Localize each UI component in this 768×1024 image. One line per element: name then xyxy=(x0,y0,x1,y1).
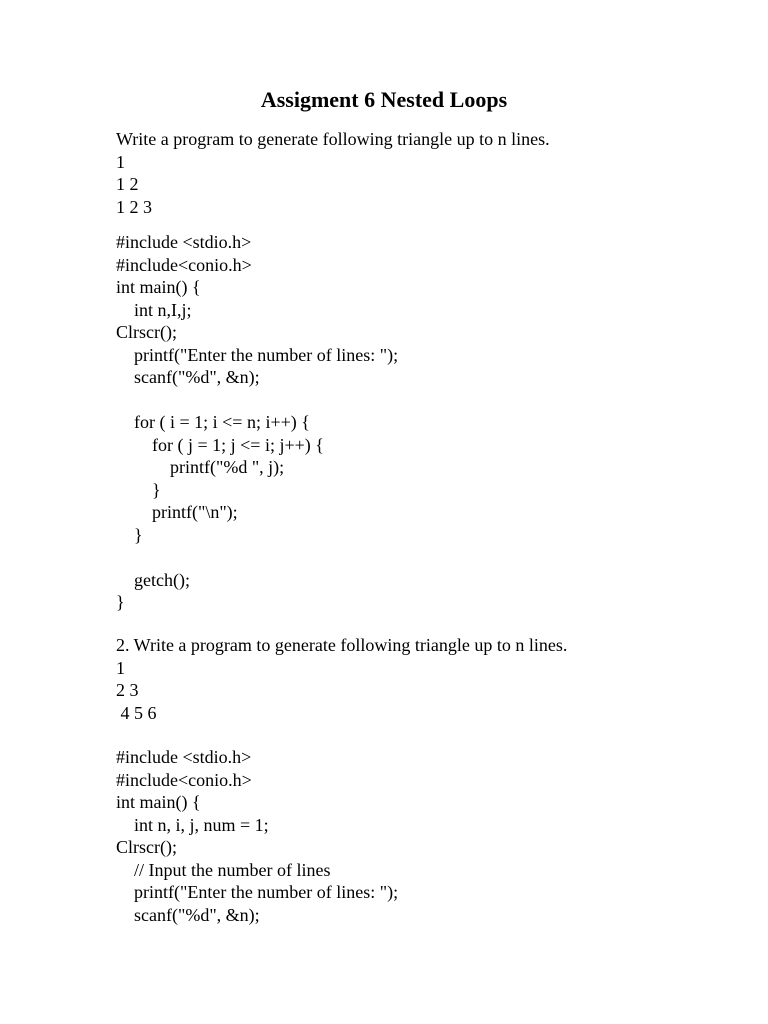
code-line: } xyxy=(116,592,125,612)
code-line xyxy=(116,389,398,412)
question-2-prompt: 2. Write a program to generate following triangle up to n lines. xyxy=(116,635,568,655)
code-line: int main() { xyxy=(116,792,201,812)
code-line: #include<conio.h> xyxy=(116,254,252,275)
question-2-prompt-block xyxy=(116,634,567,724)
code-line: int n, i, j, num = 1; xyxy=(116,814,269,835)
code-line: printf("Enter the number of lines: "); xyxy=(116,344,399,365)
pattern-line: 1 2 3 xyxy=(116,196,152,217)
pattern-line: 1 2 xyxy=(116,174,139,194)
code-line: for ( j = 1; j <= i; j++) { xyxy=(116,434,324,455)
code-line: } xyxy=(116,479,161,500)
code-line: getch(); xyxy=(116,569,190,590)
code-line: #include<conio.h> xyxy=(116,769,252,790)
code-line: int n,I,j; xyxy=(116,299,192,320)
code-line: // Input the number of lines xyxy=(116,859,331,880)
code-line: Clrscr(); xyxy=(116,837,177,857)
code-line: scanf("%d", &n); xyxy=(116,367,260,387)
question-2-code xyxy=(116,746,398,926)
code-line: printf("\n"); xyxy=(116,502,238,522)
code-line: printf("%d ", j); xyxy=(116,457,285,477)
code-line: Clrscr(); xyxy=(116,322,177,342)
pattern-line: 2 3 xyxy=(116,680,139,700)
document-title: Assigment 6 Nested Loops xyxy=(260,87,508,112)
code-line: for ( i = 1; i <= n; i++) { xyxy=(116,412,310,432)
code-line: printf("Enter the number of lines: "); xyxy=(116,882,399,902)
question-1-prompt-block xyxy=(116,128,550,218)
pattern-line: 4 5 6 xyxy=(116,702,157,723)
code-line: #include <stdio.h> xyxy=(116,232,252,252)
code-line xyxy=(116,546,398,569)
code-line: int main() { xyxy=(116,277,201,297)
code-line: #include <stdio.h> xyxy=(116,747,252,767)
question-1-code xyxy=(116,231,398,614)
pattern-line: 1 xyxy=(116,151,125,172)
pattern-line: 1 xyxy=(116,657,125,678)
code-line: } xyxy=(116,524,143,545)
code-line: scanf("%d", &n); xyxy=(116,904,260,925)
question-1-prompt: Write a program to generate following triangle up to n lines. xyxy=(116,129,550,149)
